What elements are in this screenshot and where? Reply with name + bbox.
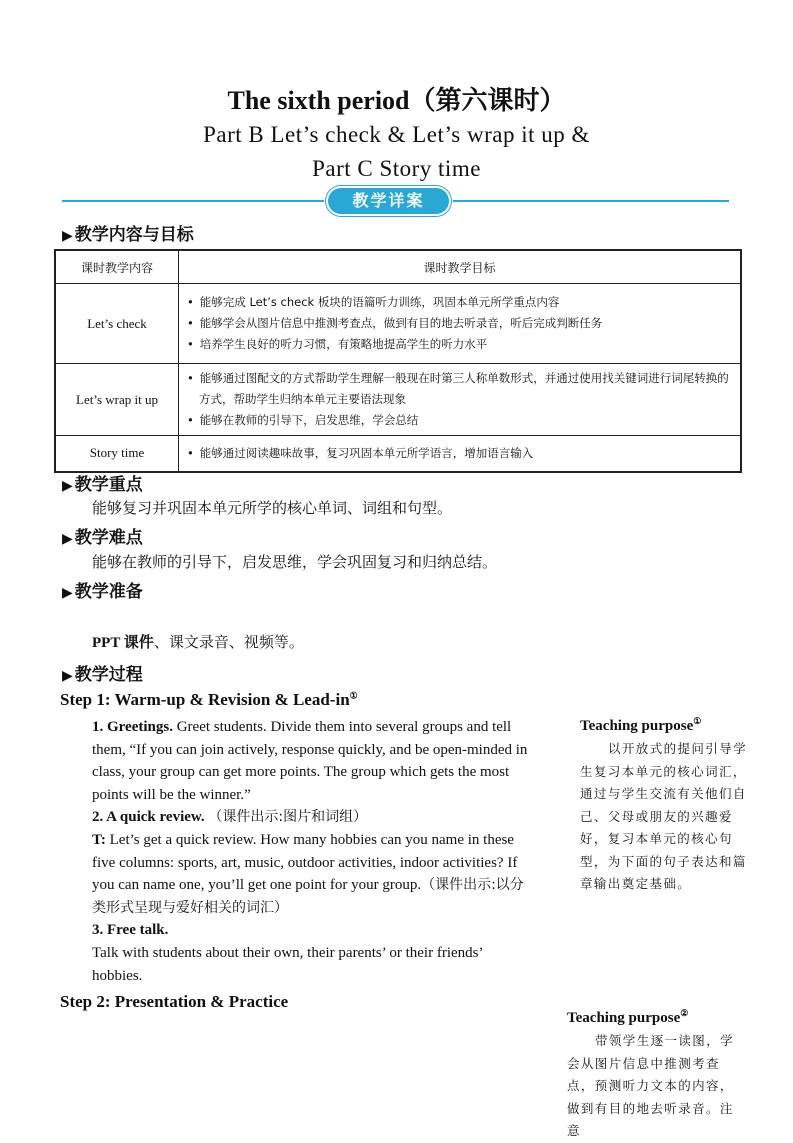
divider-right bbox=[453, 200, 729, 202]
goal-item: • 能够通过阅读趣味故事，复习巩固本单元所学语言，增加语言输入 bbox=[187, 445, 534, 460]
preparation-text: PPT 课件、课文录音、视频等。 bbox=[92, 633, 304, 651]
table-header-row bbox=[55, 250, 741, 284]
table-cell-content: Story time bbox=[55, 436, 179, 472]
subtitle-line-1: Part B Let’s check & Let’s wrap it up & bbox=[203, 122, 590, 147]
page-title: The sixth period（第六课时） bbox=[227, 86, 566, 115]
triangle-right-icon: ▶ bbox=[62, 668, 73, 684]
quick-review-heading: 2. A quick review. （课件出示:图片和词组） bbox=[92, 809, 368, 826]
goal-item: • 能够完成 Let’s check 板块的语篇听力训练，巩固本单元所学重点内容 bbox=[187, 295, 560, 309]
free-talk-heading: 3. Free talk. bbox=[92, 922, 169, 939]
teaching-purpose-1-text: 以开放式的提问引导学生复习本单元的核心词汇，通过与学生交流有关他们自己、父母或朋友的兴趣爱好，复习本单元的核心句型，为下面的句子表达和篇章输出奠定基础。 bbox=[580, 741, 748, 891]
free-talk-paragraph: Talk with students about their own, their parents’ or their friends’ hobbies. bbox=[92, 944, 483, 984]
teaching-purpose-1-title: Teaching purpose① bbox=[580, 716, 702, 734]
table-cell-content: Let’s check bbox=[55, 284, 179, 364]
difficulties-text: 能够在教师的引导下，启发思维，学会巩固复习和归纳总结。 bbox=[92, 553, 498, 571]
greetings-paragraph: 1. Greetings. Greet students. Divide them into several groups and tell them, “If you can join actively, response quickly, and be open-minded in class, your group can get more points. The group which gets the most points will be the winner.” bbox=[92, 719, 528, 803]
triangle-right-icon: ▶ bbox=[62, 531, 73, 547]
triangle-right-icon: ▶ bbox=[62, 478, 73, 494]
table-cell-goals bbox=[179, 284, 742, 364]
table-header-cell: 课时教学目标 bbox=[179, 250, 742, 284]
section-heading-process: ▶ 教学过程 bbox=[62, 665, 143, 685]
triangle-right-icon: ▶ bbox=[62, 585, 73, 601]
step-1-body bbox=[60, 716, 530, 987]
goal-item: • 能够通过图配文的方式帮助学生理解一般现在时第三人称单数形式，并通过使用找关键词进行词尾转换的方式，帮助学生归纳本单元主要语法现象 bbox=[187, 371, 729, 406]
goal-item: • 能够在教师的引导下，启发思维，学会总结 bbox=[187, 413, 419, 427]
key-points-text: 能够复习并巩固本单元所学的核心单词、词组和句型。 bbox=[92, 499, 453, 517]
section-heading-key-points: ▶ 教学重点 bbox=[62, 475, 143, 495]
table-cell-goals bbox=[179, 436, 742, 472]
step-1-title: Step 1: Warm-up & Revision & Lead-in① bbox=[60, 690, 358, 709]
objectives-table bbox=[54, 249, 742, 473]
step-2-title: Step 2: Presentation & Practice bbox=[60, 992, 289, 1011]
table-header-cell: 课时教学内容 bbox=[55, 250, 179, 284]
triangle-right-icon: ▶ bbox=[62, 228, 73, 244]
teaching-purpose-2-text: 带领学生逐一读图，学会从图片信息中推测考查点，预测听力文本的内容，做到有目的地去听录音。注意 bbox=[567, 1033, 735, 1138]
section-heading-difficulties: ▶ 教学难点 bbox=[62, 528, 143, 548]
section-heading-preparation: ▶ 教学准备 bbox=[62, 582, 143, 602]
table-row bbox=[55, 284, 741, 364]
goal-item: • 能够学会从图片信息中推测考查点，做到有目的地去听录音，听后完成判断任务 bbox=[187, 316, 603, 330]
teaching-purpose-2-title: Teaching purpose② bbox=[567, 1008, 689, 1026]
table-row bbox=[55, 364, 741, 436]
table-row bbox=[55, 436, 741, 472]
subtitle-line-2: Part C Story time bbox=[312, 156, 481, 181]
quick-review-paragraph: T: Let’s get a quick review. How many hobbies can you name in these five columns: sports, art, music, outdoor activities, indoor activities? If you can name one, you’ll get one point for your group.（课件出示:以分类形式呈现与爱好相关的词汇） bbox=[92, 831, 524, 916]
table-cell-goals bbox=[179, 364, 742, 436]
goal-item: • 培养学生良好的听力习惯，有策略地提高学生的听力水平 bbox=[187, 337, 488, 351]
table-cell-content: Let’s wrap it up bbox=[55, 364, 179, 436]
section-heading-content-goals: ▶ 教学内容与目标 bbox=[62, 225, 194, 245]
divider-left bbox=[62, 200, 324, 202]
section-badge: 教学详案 bbox=[328, 188, 449, 214]
